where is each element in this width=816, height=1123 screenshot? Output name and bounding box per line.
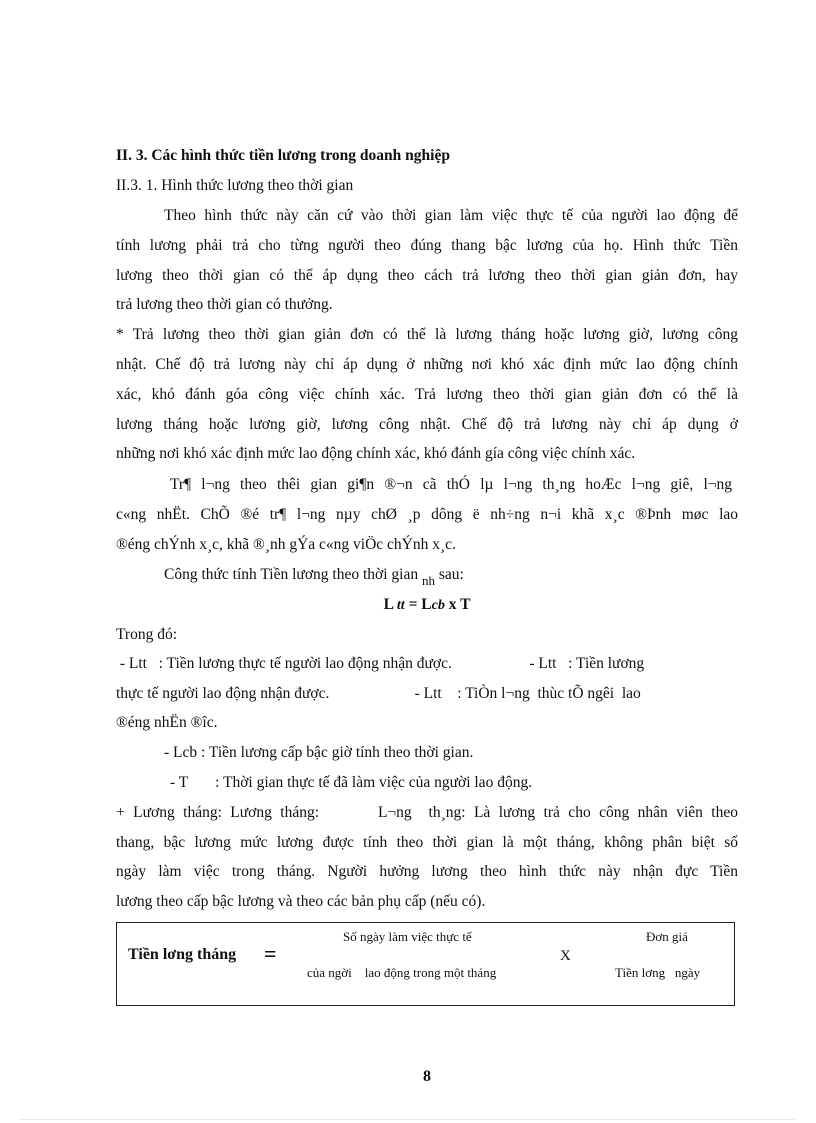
paragraph-line: những nơi khó xác định mức lao động chính xác, khó đánh gía công việc chính xác. — [116, 445, 636, 462]
paragraph-line: ngày làm việc trong tháng. Người hưởng lương theo hình thức này nhận đực Tiền — [116, 863, 738, 880]
formula-intro-suffix: sau: — [438, 566, 464, 583]
paragraph-line: lương theo cấp bậc lương và theo các bản phụ cấp (nếu có). — [116, 893, 486, 910]
box-right-top: Đơn giá — [646, 929, 688, 944]
legacy-font-line: Tr¶ l¬ng theo thêi gian gi¶n ®¬n cã thÓ lµ l¬ng th¸ng hoÆc l¬ng giê, l¬ng — [170, 476, 732, 493]
paragraph-line: trả lương theo thời gian có thưởng. — [116, 296, 333, 313]
paragraph-line: thang, bậc lương mức lương được tính theo thời gian là một tháng, không phân biệt số — [116, 834, 738, 851]
formula-eq: = — [408, 596, 418, 613]
section-heading: II. 3. Các hình thức tiền lương trong doanh nghiệp — [116, 147, 450, 164]
where-label: Trong đó: — [116, 626, 178, 643]
formula-intro-text: Công thức tính Tiền lương theo thời gian — [164, 566, 419, 583]
paragraph-line: xác, khó đánh góa công việc chính xác. Trả lương theo thời gian giản đơn có thể là — [116, 386, 738, 403]
paragraph-line: nhật. Chế độ trả lương này chỉ áp dụng ở những nơi khó xác định mức lao động chính — [116, 356, 738, 373]
box-denominator: của ngời lao động trong một tháng — [307, 965, 497, 980]
box-numerator: Số ngày làm việc thực tế — [343, 929, 472, 944]
definition-lcb: - Lcb : Tiền lương cấp bậc giờ tính theo thời gian. — [164, 744, 474, 761]
subheading: II.3. 1. Hình thức lương theo thời gian — [116, 177, 354, 194]
paragraph-line: lương theo thời gian có thể áp dụng theo cách trả lương theo thời gian giản đơn, hay — [116, 267, 738, 284]
page-bottom-divider — [20, 1119, 796, 1120]
paragraph-line: Theo hình thức này căn cứ vào thời gian làm việc thực tế của người lao động để — [164, 207, 738, 224]
page-number: 8 — [423, 1068, 431, 1085]
formula-T: T — [460, 596, 471, 613]
formula-lcb-L: L — [421, 596, 432, 613]
paragraph-line: tính lương phải trả cho từng người theo đúng thang bậc lương của họ. Hình thức Tiền — [116, 237, 738, 254]
box-times: X — [560, 948, 571, 964]
box-equals: = — [264, 941, 277, 966]
formula-L: L — [383, 596, 394, 613]
legacy-font-line: ®éng chÝnh x¸c, khã ®¸nh gÝa c«ng viÖc chÝnh x¸c. — [116, 536, 456, 553]
paragraph-line: + Lương tháng: Lương tháng: L¬ng th¸ng: Là lương trả cho công nhân viên theo — [116, 804, 738, 821]
formula-cb: cb — [431, 598, 445, 613]
definition-line: thực tế người lao động nhận được. - Ltt : TiÒn l¬ng thùc tÕ ngêi lao — [116, 685, 641, 702]
salary-formula — [116, 595, 738, 616]
box-left-label: Tiền lơng tháng — [128, 946, 237, 963]
paragraph-line: * Trả lương theo thời gian giản đơn có thể là lương tháng hoặc lương giờ, lương công — [116, 326, 738, 343]
definition-t: - T : Thời gian thực tế đã làm việc của người lao động. — [170, 774, 533, 791]
monthly-salary-formula-box — [116, 922, 735, 1006]
paragraph-line: lương tháng hoặc lương giờ, lương công nhật. Chế độ trả lương này chỉ áp dụng ở — [116, 416, 738, 433]
definition-line: ®éng nhËn ®îc. — [116, 714, 218, 731]
formula-tt: tt — [396, 598, 405, 613]
definition-line: - Ltt : Tiền lương thực tế người lao động nhận được. - Ltt : Tiền lương — [116, 655, 645, 672]
formula-intro — [164, 565, 738, 588]
legacy-font-line: c«ng nhËt. ChÕ ®é tr¶ l¬ng nµy chØ ¸p dông ë nh÷ng n¬i khã x¸c ®Þnh møc lao — [116, 506, 738, 523]
formula-intro-sub: nh — [421, 573, 435, 588]
formula-x: x — [448, 596, 457, 613]
box-right-bottom: Tiền lơng ngày — [615, 965, 701, 980]
